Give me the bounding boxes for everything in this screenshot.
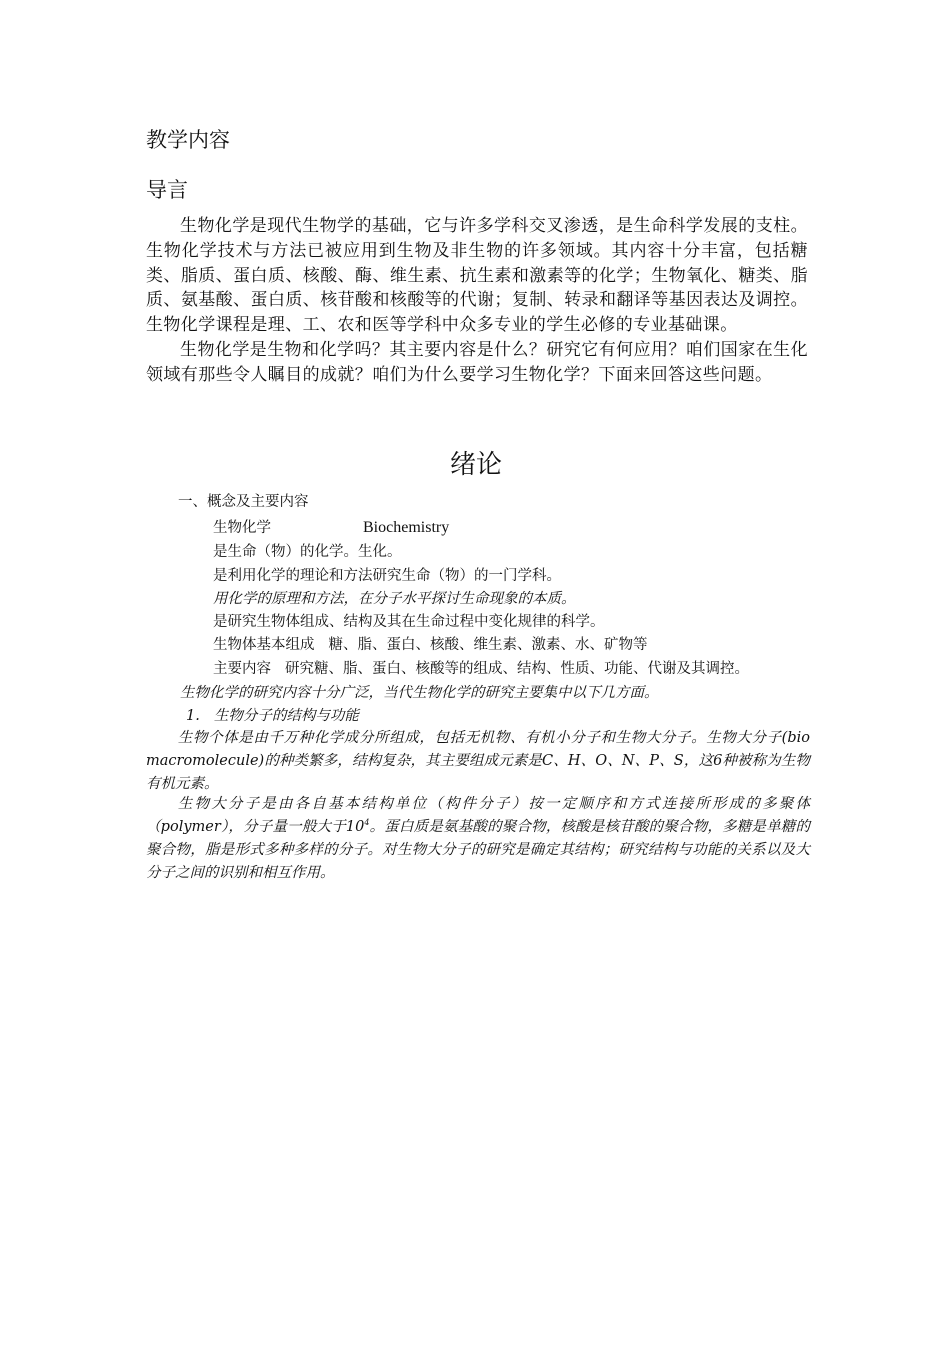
basic-composition-value: 糖、脂、蛋白、核酸、维生素、激素、水、矿物等 [328, 637, 648, 653]
macromolecule-paragraph [146, 793, 810, 885]
introduction-heading: 导言 [146, 178, 188, 202]
basic-composition-label: 生物体基本组成 [213, 637, 315, 653]
definition-line: 是生命（物）的化学。生化。 [213, 544, 402, 560]
teaching-content-heading: 教学内容 [146, 128, 230, 152]
paragraph-text: 生物个体是由千万种化学成分所组成，包括无机物、有机小分子和生物大分子。生物大分子(bio macromolecule)的种类繁多，结构复杂，其主要组成元素是C、H、O、N、P、S，这6种被称为生物有机元素。 [146, 730, 810, 792]
term-chinese: 生物化学 [213, 520, 271, 536]
main-content-line [213, 658, 749, 680]
term-english: Biochemistry [363, 519, 450, 536]
definition-line: 用化学的原理和方法，在分子水平探讨生命现象的本质。 [213, 591, 576, 607]
term-line [213, 517, 450, 539]
exponent: 4 [364, 818, 370, 828]
paragraph-text-end: 。蛋白质是氨基酸的聚合物，核酸是核苷酸的聚合物，多糖是单糖的聚合物，脂是形式多种多样的分子。对生物大分子的研究是确定其结构；研究结构与功能的关系以及大分子之间的识别和相互作用。 [146, 819, 810, 881]
introduction-body [146, 214, 808, 388]
chapter-title: 绪论 [449, 450, 502, 480]
item-label: 生物分子的结构与功能 [213, 708, 359, 724]
paragraph-text [146, 793, 810, 885]
main-content-label: 主要内容 [213, 661, 271, 677]
biomolecule-paragraph [146, 727, 810, 796]
basic-composition-line [213, 634, 648, 656]
numbered-item [186, 705, 359, 727]
paragraph-text-start: 生物大分子是由各自基本结构单位（构件分子）按一定顺序和方式连接所形成的多聚体（polymer），分子量一般大于10 [146, 796, 810, 835]
definition-line: 是研究生物体组成、结构及其在生命过程中变化规律的科学。 [213, 614, 605, 630]
main-content-value: 研究糖、脂、蛋白、核酸等的组成、结构、性质、功能、代谢及其调控。 [285, 661, 749, 677]
intro-paragraph: 生物化学是现代生物学的基础，它与许多学科交叉渗透，是生命科学发展的支柱。生物化学技术与方法已被应用到生物及非生物的许多领域。其内容十分丰富，包括糖类、脂质、蛋白质、核酸、酶、维生素、抗生素和激素等的化学；生物氧化、糖类、脂质、氨基酸、蛋白质、核苷酸和核酸等的代谢；复制、转录和翻译等基因表达及调控。生物化学课程是理、工、农和医等学科中众多专业的学生必修的专业基础课。 [146, 216, 808, 336]
section-heading: 一、概念及主要内容 [178, 494, 309, 510]
research-scope-line: 生物化学的研究内容十分广泛，当代生物化学的研究主要集中以下几方面。 [180, 685, 659, 701]
definition-line: 是利用化学的理论和方法研究生命（物）的一门学科。 [213, 568, 561, 584]
item-number: 1. [186, 708, 200, 724]
intro-paragraph: 生物化学是生物和化学吗？其主要内容是什么？研究它有何应用？咱们国家在生化领域有那些令人瞩目的成就？咱们为什么要学习生物化学？下面来回答这些问题。 [146, 339, 808, 385]
